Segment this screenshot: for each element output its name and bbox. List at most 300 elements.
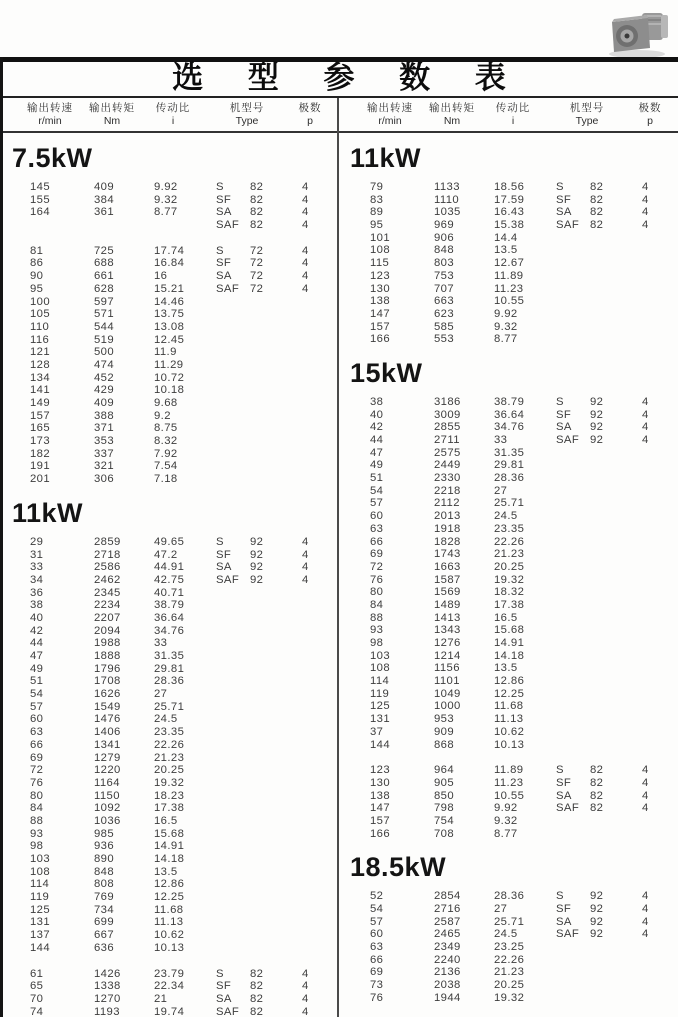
table-row xyxy=(0,473,337,486)
table-row xyxy=(338,828,678,841)
cell-ratio: 27 xyxy=(154,688,168,701)
cell-torque: 1156 xyxy=(434,662,460,675)
cell-type-series: S xyxy=(556,395,564,408)
table-row xyxy=(0,283,337,296)
cell-type-series: S xyxy=(556,890,564,903)
cell-torque: 953 xyxy=(434,713,455,726)
table-row xyxy=(0,257,337,270)
cell-torque: 1476 xyxy=(94,713,121,726)
cell-speed: 80 xyxy=(370,586,384,599)
cell-speed: 83 xyxy=(370,193,384,206)
cell-ratio: 16.43 xyxy=(494,206,525,219)
cell-ratio: 15.21 xyxy=(154,282,185,295)
cell-torque: 1049 xyxy=(434,687,461,700)
table-row xyxy=(0,181,337,194)
cell-ratio: 28.36 xyxy=(154,675,185,688)
cell-torque: 1279 xyxy=(94,751,121,764)
cell-speed: 38 xyxy=(30,599,44,612)
cell-ratio: 7.92 xyxy=(154,447,178,460)
cell-speed: 66 xyxy=(370,953,384,966)
table-row xyxy=(0,435,337,448)
cell-speed: 155 xyxy=(30,193,51,206)
block-gap xyxy=(338,751,678,764)
table-row xyxy=(0,194,337,207)
title-rule xyxy=(0,96,678,98)
table-row xyxy=(338,739,678,752)
cell-type-size: 82 xyxy=(250,219,264,232)
cell-type-size: 82 xyxy=(590,193,604,206)
cell-torque: 868 xyxy=(434,738,455,751)
table-row xyxy=(338,802,678,815)
cell-type-size: 82 xyxy=(590,764,604,777)
cell-type-size: 92 xyxy=(250,548,264,561)
cell-speed: 72 xyxy=(30,764,44,777)
table-row xyxy=(338,790,678,803)
cell-poles: 4 xyxy=(302,561,309,574)
cell-torque: 1110 xyxy=(434,193,460,206)
cell-speed: 66 xyxy=(30,738,44,751)
cell-torque: 474 xyxy=(94,358,115,371)
header-rule xyxy=(0,131,678,133)
cell-torque: 708 xyxy=(434,827,455,840)
cell-ratio: 22.26 xyxy=(494,535,525,548)
table-row xyxy=(0,853,337,866)
cell-ratio: 38.79 xyxy=(494,395,525,408)
cell-torque: 2449 xyxy=(434,459,461,472)
cell-torque: 1918 xyxy=(434,522,461,535)
cell-type-size: 82 xyxy=(250,967,264,980)
table-row xyxy=(0,612,337,625)
table-row xyxy=(0,308,337,321)
cell-torque: 890 xyxy=(94,853,115,865)
cell-ratio: 12.45 xyxy=(154,333,185,346)
cell-torque: 2718 xyxy=(94,548,121,561)
table-row xyxy=(338,650,678,663)
cell-poles: 4 xyxy=(302,548,309,561)
cell-type-size: 82 xyxy=(590,181,604,193)
table-row xyxy=(338,447,678,460)
cell-type-size: 92 xyxy=(590,434,604,446)
cell-type-series: SA xyxy=(556,421,572,434)
cell-ratio: 8.77 xyxy=(154,206,178,219)
table-row xyxy=(0,929,337,942)
cell-type-size: 92 xyxy=(590,421,604,434)
table-row xyxy=(0,334,337,347)
cell-torque: 628 xyxy=(94,282,115,295)
table-row xyxy=(0,384,337,397)
cell-type-series: SF xyxy=(216,548,232,561)
cell-poles: 4 xyxy=(642,206,649,219)
cell-speed: 47 xyxy=(30,650,44,662)
cell-ratio: 17.38 xyxy=(154,802,185,815)
cell-speed: 125 xyxy=(370,700,391,713)
cell-ratio: 33 xyxy=(494,434,508,446)
table-row xyxy=(338,586,678,599)
cell-speed: 191 xyxy=(30,460,51,473)
cell-ratio: 14.91 xyxy=(494,637,525,649)
cell-ratio: 11.13 xyxy=(494,713,524,726)
header-ratio: 传动比 i xyxy=(495,102,531,127)
cell-ratio: 31.35 xyxy=(494,446,525,459)
cell-type-series: SA xyxy=(216,270,232,283)
cell-ratio: 18.32 xyxy=(494,586,525,599)
table-row xyxy=(0,904,337,917)
column-left xyxy=(0,137,337,1017)
header-output-speed: 输出转速 r/min xyxy=(367,102,413,127)
cell-speed: 138 xyxy=(370,295,391,308)
cell-torque: 1220 xyxy=(94,764,121,777)
cell-ratio: 13.08 xyxy=(154,320,185,333)
cell-ratio: 17.38 xyxy=(494,598,525,611)
cell-ratio: 19.32 xyxy=(494,991,525,1004)
cell-poles: 4 xyxy=(642,421,649,434)
cell-poles: 4 xyxy=(642,219,649,232)
cell-torque: 452 xyxy=(94,371,115,384)
cell-torque: 1036 xyxy=(94,814,121,827)
table-row xyxy=(0,460,337,473)
cell-ratio: 8.77 xyxy=(494,827,518,840)
cell-ratio: 34.76 xyxy=(494,421,525,434)
cell-speed: 69 xyxy=(30,751,44,764)
cell-torque: 803 xyxy=(434,257,455,270)
cell-torque: 1193 xyxy=(94,1005,120,1017)
cell-ratio: 11.9 xyxy=(154,346,177,359)
cell-speed: 63 xyxy=(370,522,384,535)
cell-ratio: 10.55 xyxy=(494,295,525,308)
cell-speed: 69 xyxy=(370,548,384,561)
table-row xyxy=(0,726,337,739)
cell-torque: 571 xyxy=(94,308,115,321)
cell-speed: 51 xyxy=(30,675,44,688)
cell-torque: 1150 xyxy=(94,789,120,802)
table-row xyxy=(338,954,678,967)
cell-torque: 2855 xyxy=(434,421,461,434)
cell-speed: 95 xyxy=(30,282,44,295)
cell-ratio: 36.64 xyxy=(154,611,185,624)
cell-torque: 371 xyxy=(94,422,115,435)
table-row xyxy=(0,942,337,955)
cell-ratio: 19.32 xyxy=(494,573,525,586)
cell-speed: 123 xyxy=(370,269,391,282)
cell-speed: 101 xyxy=(370,231,391,244)
cell-poles: 4 xyxy=(302,282,309,295)
cell-speed: 116 xyxy=(30,333,50,346)
table-row xyxy=(0,916,337,929)
cell-speed: 47 xyxy=(370,446,384,459)
cell-ratio: 14.4 xyxy=(494,231,518,244)
cell-torque: 688 xyxy=(94,257,115,270)
cell-speed: 114 xyxy=(370,675,390,688)
cell-type-series: S xyxy=(216,244,224,257)
cell-type-size: 72 xyxy=(250,282,264,295)
cell-torque: 1035 xyxy=(434,206,461,219)
cell-torque: 661 xyxy=(94,270,115,283)
cell-torque: 337 xyxy=(94,447,115,460)
cell-ratio: 9.2 xyxy=(154,409,171,422)
cell-speed: 74 xyxy=(30,1005,44,1017)
cell-ratio: 21.23 xyxy=(494,966,525,979)
cell-ratio: 21.23 xyxy=(494,548,525,561)
cell-speed: 29 xyxy=(30,535,44,548)
table-row xyxy=(0,574,337,587)
cell-ratio: 34.76 xyxy=(154,624,185,637)
cell-speed: 123 xyxy=(370,764,391,777)
cell-torque: 753 xyxy=(434,269,455,282)
cell-torque: 1214 xyxy=(434,649,461,662)
cell-torque: 905 xyxy=(434,776,455,789)
cell-ratio: 24.5 xyxy=(494,510,518,523)
cell-speed: 98 xyxy=(370,637,384,649)
cell-type-series: SAF xyxy=(216,1005,240,1017)
cell-poles: 4 xyxy=(642,395,649,408)
cell-ratio: 9.92 xyxy=(154,181,178,193)
cell-speed: 40 xyxy=(370,408,384,421)
table-row xyxy=(0,713,337,726)
cell-type-series: S xyxy=(216,535,224,548)
cell-ratio: 12.25 xyxy=(494,687,525,700)
cell-ratio: 19.74 xyxy=(154,1005,185,1017)
table-row xyxy=(338,270,678,283)
cell-torque: 725 xyxy=(94,244,115,257)
cell-torque: 2586 xyxy=(94,561,121,574)
cell-ratio: 11.68 xyxy=(154,903,184,916)
table-row xyxy=(338,510,678,523)
cell-speed: 57 xyxy=(30,700,44,713)
cell-torque: 553 xyxy=(434,333,455,346)
cell-speed: 88 xyxy=(370,611,384,624)
cell-type-size: 92 xyxy=(590,928,604,941)
cell-torque: 429 xyxy=(94,384,115,397)
cell-type-series: S xyxy=(556,181,564,193)
cell-torque: 1426 xyxy=(94,967,121,980)
table-row xyxy=(0,993,337,1006)
cell-poles: 4 xyxy=(642,928,649,941)
cell-torque: 2136 xyxy=(434,966,461,979)
table-row xyxy=(0,828,337,841)
page-title: 选 型 参 数 表 xyxy=(172,60,524,95)
cell-ratio: 13.75 xyxy=(154,308,185,321)
cell-speed: 33 xyxy=(30,561,44,574)
cell-type-series: SAF xyxy=(216,573,240,586)
cell-ratio: 25.71 xyxy=(154,700,185,713)
table-row xyxy=(338,966,678,979)
cell-poles: 4 xyxy=(642,776,649,789)
table-row xyxy=(0,206,337,219)
cell-ratio: 12.86 xyxy=(494,675,525,688)
table-row xyxy=(0,245,337,258)
cell-speed: 93 xyxy=(370,624,384,637)
cell-type-series: SA xyxy=(216,206,232,219)
cell-speed: 115 xyxy=(370,257,390,270)
table-row xyxy=(0,701,337,714)
cell-speed: 42 xyxy=(370,421,384,434)
power-heading: 11kW xyxy=(350,143,422,173)
cell-torque: 1828 xyxy=(434,535,461,548)
cell-poles: 4 xyxy=(642,193,649,206)
cell-torque: 2859 xyxy=(94,535,121,548)
cell-speed: 80 xyxy=(30,789,44,802)
cell-ratio: 7.54 xyxy=(154,460,178,473)
cell-type-size: 92 xyxy=(590,890,604,903)
cell-ratio: 10.13 xyxy=(494,738,525,751)
cell-type-series: S xyxy=(556,764,564,777)
cell-torque: 1663 xyxy=(434,560,461,573)
cell-ratio: 25.71 xyxy=(494,915,525,928)
cell-speed: 70 xyxy=(30,992,44,1005)
cell-type-series: SAF xyxy=(556,928,580,941)
cell-poles: 4 xyxy=(302,193,309,206)
cell-torque: 1796 xyxy=(94,662,121,675)
cell-torque: 1101 xyxy=(434,675,460,688)
column-right xyxy=(338,137,678,1005)
cell-torque: 2218 xyxy=(434,484,461,497)
table-row xyxy=(338,244,678,257)
table-row xyxy=(0,397,337,410)
cell-torque: 964 xyxy=(434,764,455,777)
cell-torque: 1413 xyxy=(434,611,461,624)
cell-torque: 2234 xyxy=(94,599,121,612)
cell-ratio: 24.5 xyxy=(154,713,178,726)
cell-poles: 4 xyxy=(302,219,309,232)
table-row xyxy=(0,219,337,232)
table-row xyxy=(0,650,337,663)
cell-speed: 119 xyxy=(30,891,50,904)
cell-ratio: 20.25 xyxy=(494,979,525,992)
cell-type-size: 92 xyxy=(250,561,264,574)
cell-torque: 1338 xyxy=(94,980,121,993)
cell-torque: 2854 xyxy=(434,890,461,903)
cell-torque: 2112 xyxy=(434,497,460,510)
cell-type-series: SF xyxy=(556,776,572,789)
cell-speed: 57 xyxy=(370,915,384,928)
cell-speed: 119 xyxy=(370,687,390,700)
cell-torque: 306 xyxy=(94,473,115,486)
table-row xyxy=(338,928,678,941)
cell-speed: 128 xyxy=(30,358,51,371)
cell-ratio: 9.32 xyxy=(494,320,518,333)
cell-ratio: 20.25 xyxy=(494,560,525,573)
cell-torque: 1276 xyxy=(434,637,461,649)
cell-torque: 409 xyxy=(94,181,115,193)
table-row xyxy=(0,561,337,574)
cell-torque: 2462 xyxy=(94,573,121,586)
cell-ratio: 23.79 xyxy=(154,967,185,980)
cell-type-size: 82 xyxy=(590,789,604,802)
cell-type-size: 82 xyxy=(590,206,604,219)
table-row xyxy=(0,777,337,790)
cell-speed: 54 xyxy=(370,484,384,497)
cell-speed: 93 xyxy=(30,827,44,840)
table-row xyxy=(338,916,678,929)
cell-poles: 4 xyxy=(642,764,649,777)
table-row xyxy=(0,802,337,815)
cell-ratio: 11.89 xyxy=(494,764,524,777)
table-row xyxy=(338,890,678,903)
table-row xyxy=(0,764,337,777)
table-row xyxy=(338,497,678,510)
cell-speed: 125 xyxy=(30,903,51,916)
cell-ratio: 16 xyxy=(154,270,168,283)
cell-type-size: 82 xyxy=(250,980,264,993)
table-row xyxy=(338,219,678,232)
cell-speed: 98 xyxy=(30,840,44,853)
cell-ratio: 21 xyxy=(154,992,168,1005)
cell-torque: 909 xyxy=(434,725,455,738)
cell-ratio: 11.13 xyxy=(154,916,184,929)
cell-ratio: 47.2 xyxy=(154,548,178,561)
cell-ratio: 7.18 xyxy=(154,473,178,486)
table-row xyxy=(0,536,337,549)
cell-torque: 3009 xyxy=(434,408,461,421)
cell-torque: 2465 xyxy=(434,928,461,941)
table-row xyxy=(338,903,678,916)
cell-torque: 1000 xyxy=(434,700,461,713)
table-row xyxy=(0,296,337,309)
cell-speed: 38 xyxy=(370,395,384,408)
cell-ratio: 10.72 xyxy=(154,371,185,384)
cell-speed: 103 xyxy=(30,853,51,865)
cell-torque: 636 xyxy=(94,941,115,954)
cell-torque: 1988 xyxy=(94,637,121,650)
table-row xyxy=(0,663,337,676)
cell-ratio: 31.35 xyxy=(154,650,185,662)
table-row xyxy=(0,688,337,701)
cell-ratio: 17.74 xyxy=(154,244,185,257)
header-output-speed: 输出转速 r/min xyxy=(27,102,73,127)
header-output-torque: 输出转矩 Nm xyxy=(429,102,475,127)
cell-poles: 4 xyxy=(302,206,309,219)
cell-torque: 2349 xyxy=(434,941,461,954)
cell-ratio: 21.23 xyxy=(154,751,185,764)
cell-ratio: 8.32 xyxy=(154,435,178,448)
cell-ratio: 13.5 xyxy=(494,662,518,675)
cell-speed: 89 xyxy=(370,206,384,219)
cell-torque: 2587 xyxy=(434,915,461,928)
cell-torque: 585 xyxy=(434,320,455,333)
cell-ratio: 22.34 xyxy=(154,980,185,993)
table-row xyxy=(338,283,678,296)
cell-type-series: SF xyxy=(216,257,232,270)
cell-ratio: 23.35 xyxy=(494,522,525,535)
cell-ratio: 24.5 xyxy=(494,928,518,941)
table-row xyxy=(0,587,337,600)
cell-torque: 1944 xyxy=(434,991,461,1004)
cell-poles: 4 xyxy=(302,1005,309,1017)
table-row xyxy=(338,308,678,321)
cell-torque: 985 xyxy=(94,827,115,840)
table-header-right xyxy=(338,101,678,131)
cell-torque: 798 xyxy=(434,802,455,815)
cell-ratio: 23.35 xyxy=(154,726,185,739)
power-heading: 18.5kW xyxy=(350,852,447,883)
cell-ratio: 22.26 xyxy=(494,953,525,966)
cell-ratio: 20.25 xyxy=(154,764,185,777)
table-row xyxy=(0,321,337,334)
cell-speed: 134 xyxy=(30,371,51,384)
cell-type-size: 82 xyxy=(590,219,604,232)
cell-ratio: 10.55 xyxy=(494,789,525,802)
cell-type-size: 92 xyxy=(590,395,604,408)
cell-torque: 1626 xyxy=(94,688,121,701)
header-type: 机型号 Type xyxy=(229,102,265,127)
cell-speed: 54 xyxy=(30,688,44,701)
cell-ratio: 40.71 xyxy=(154,586,185,599)
cell-torque: 384 xyxy=(94,193,115,206)
cell-type-size: 82 xyxy=(250,992,264,1005)
cell-torque: 597 xyxy=(94,295,115,308)
cell-ratio: 18.56 xyxy=(494,181,525,193)
cell-type-size: 92 xyxy=(250,535,264,548)
